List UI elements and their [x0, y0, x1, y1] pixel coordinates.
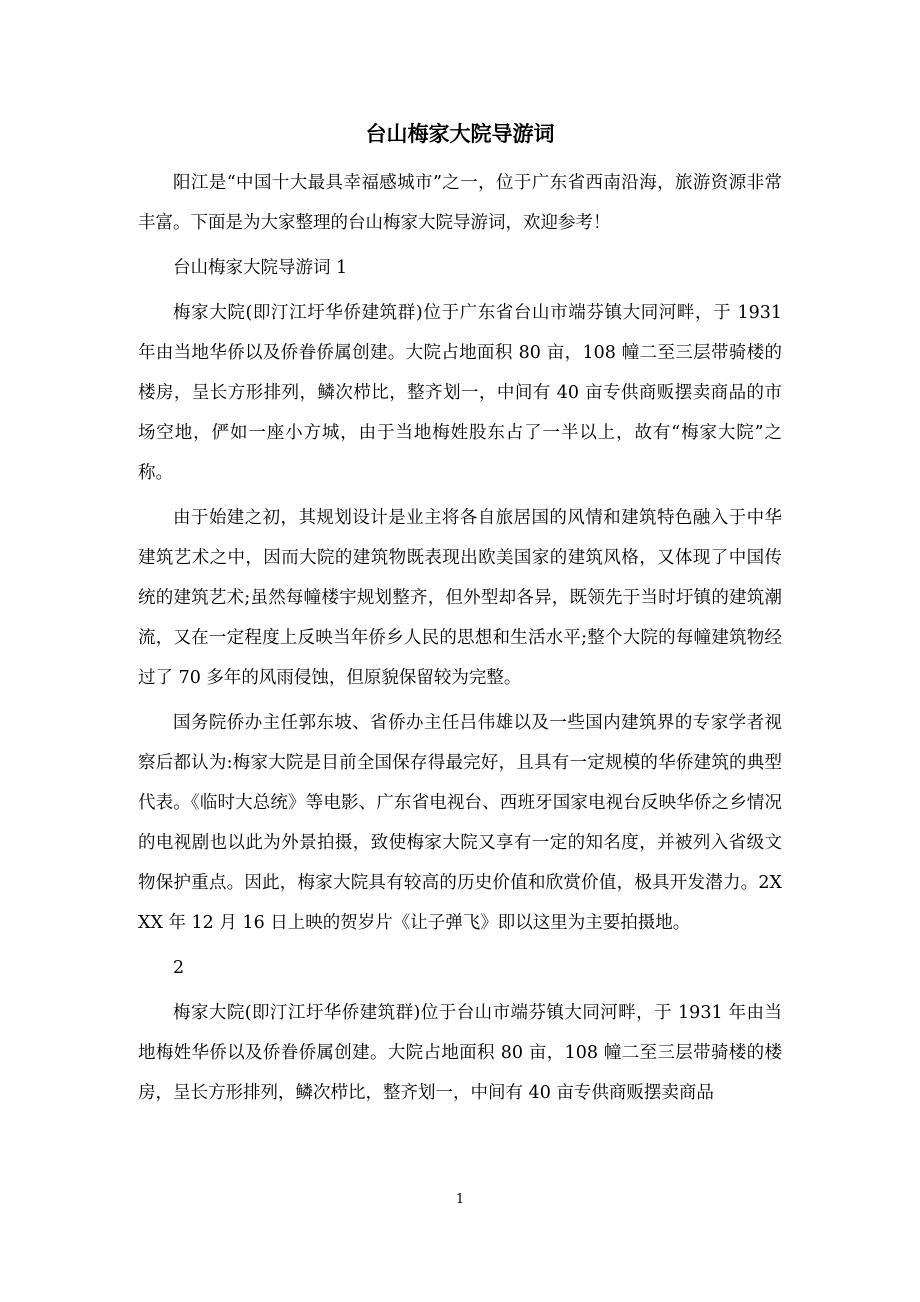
body-paragraph: 由于始建之初，其规划设计是业主将各自旅居国的风情和建筑特色融入于中华建筑艺术之中，因而大院的建筑物既表现出欧美国家的建筑风格，又体现了中国传统的建筑艺术;虽然每幢楼宇规划整齐，但外型却各异，既领先于当时圩镇的建筑潮流，又在一定程度上反映当年侨乡人民的思想和生活水平;整个大院的每幢建筑物经过了 70 多年的风雨侵蚀，但原貌保留较为完整。	[138, 508, 782, 688]
page-number: 1	[455, 1192, 465, 1207]
body-paragraph: 梅家大院(即汀江圩华侨建筑群)位于台山市端芬镇大同河畔，于 1931 年由当地梅姓华侨以及侨眷侨属创建。大院占地面积 80 亩，108 幢二至三层带骑楼的楼房，呈长方形排列，鳞次栉比，整齐划一，中间有 40 亩专供商贩摆卖商品	[138, 1003, 782, 1103]
intro-paragraph: 阳江是“中国十大最具幸福感城市”之一，位于广东省西南沿海，旅游资源非常丰富。下面是为大家整理的台山梅家大院导游词，欢迎参考！	[138, 173, 782, 233]
body-paragraph: 国务院侨办主任郭东坡、省侨办主任吕伟雄以及一些国内建筑界的专家学者视察后都认为:梅家大院是目前全国保存得最完好，且具有一定规模的华侨建筑的典型代表。《临时大总统》等电影、广东省电视台、西班牙国家电视台反映华侨之乡情况的电视剧也以此为外景拍摄，致使梅家大院又享有一定的知名度，并被列入省级文物保护重点。因此，梅家大院具有较高的历史价值和欣赏价值，极具开发潜力。2XXX 年 12 月 16 日上映的贺岁片《让子弹飞》即以这里为主要拍摄地。	[138, 713, 782, 933]
document-body	[138, 163, 782, 1118]
document-title: 台山梅家大院导游词	[365, 122, 555, 146]
section-heading-2: 2	[173, 958, 185, 978]
section-heading-1: 台山梅家大院导游词 1	[173, 258, 348, 278]
body-paragraph: 梅家大院(即汀江圩华侨建筑群)位于广东省台山市端芬镇大同河畔，于 1931 年由当地华侨以及侨眷侨属创建。大院占地面积 80 亩，108 幢二至三层带骑楼的楼房，呈长方形排列，鳞次栉比，整齐划一，中间有 40 亩专供商贩摆卖商品的市场空地，俨如一座小方城，由于当地梅姓股东占了一半以上，故有“梅家大院”之称。	[138, 303, 782, 483]
